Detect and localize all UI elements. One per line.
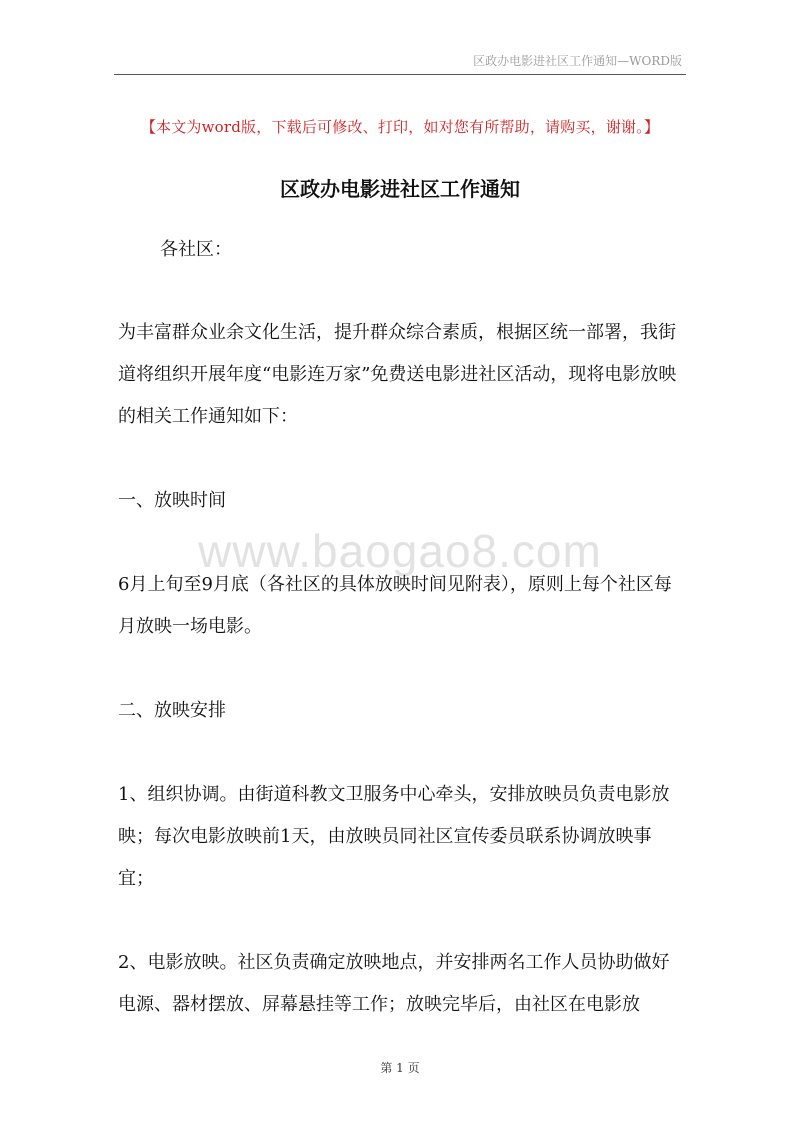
salutation: 各社区： [160, 239, 232, 260]
section-2-item-2: 2、电影放映。社区负责确定放映地点，并安排两名工作人员协助做好电源、器材摆放、屏幕悬挂等工作；放映完毕后，由社区在电影放 [118, 952, 670, 1015]
section-1-body: 6月上旬至9月底（各社区的具体放映时间见附表），原则上每个社区每月放映一场电影。 [118, 574, 672, 637]
header-rule [114, 74, 686, 75]
document-title: 区政办电影进社区工作通知 [280, 177, 520, 201]
page-number: 第 1 页 [380, 1061, 420, 1075]
section-1-heading: 一、放映时间 [118, 490, 226, 511]
watermark: www.baogao8.com [198, 525, 602, 577]
section-2-heading: 二、放映安排 [118, 700, 226, 721]
running-header: 区政办电影进社区工作通知—WORD版 [473, 54, 682, 68]
download-notice: 【本文为word版，下载后可修改、打印，如对您有所帮助，请购买，谢谢。】 [140, 118, 660, 136]
section-2-item-1: 1、组织协调。由街道科教文卫服务中心牵头，安排放映员负责电影放映；每次电影放映前1天，由放映员同社区宣传委员联系协调放映事宜； [118, 784, 670, 889]
intro-paragraph: 为丰富群众业余文化生活，提升群众综合素质，根据区统一部署，我街道将组织开展年度“电影连万家”免费送电影进社区活动，现将电影放映的相关工作通知如下： [118, 322, 677, 427]
